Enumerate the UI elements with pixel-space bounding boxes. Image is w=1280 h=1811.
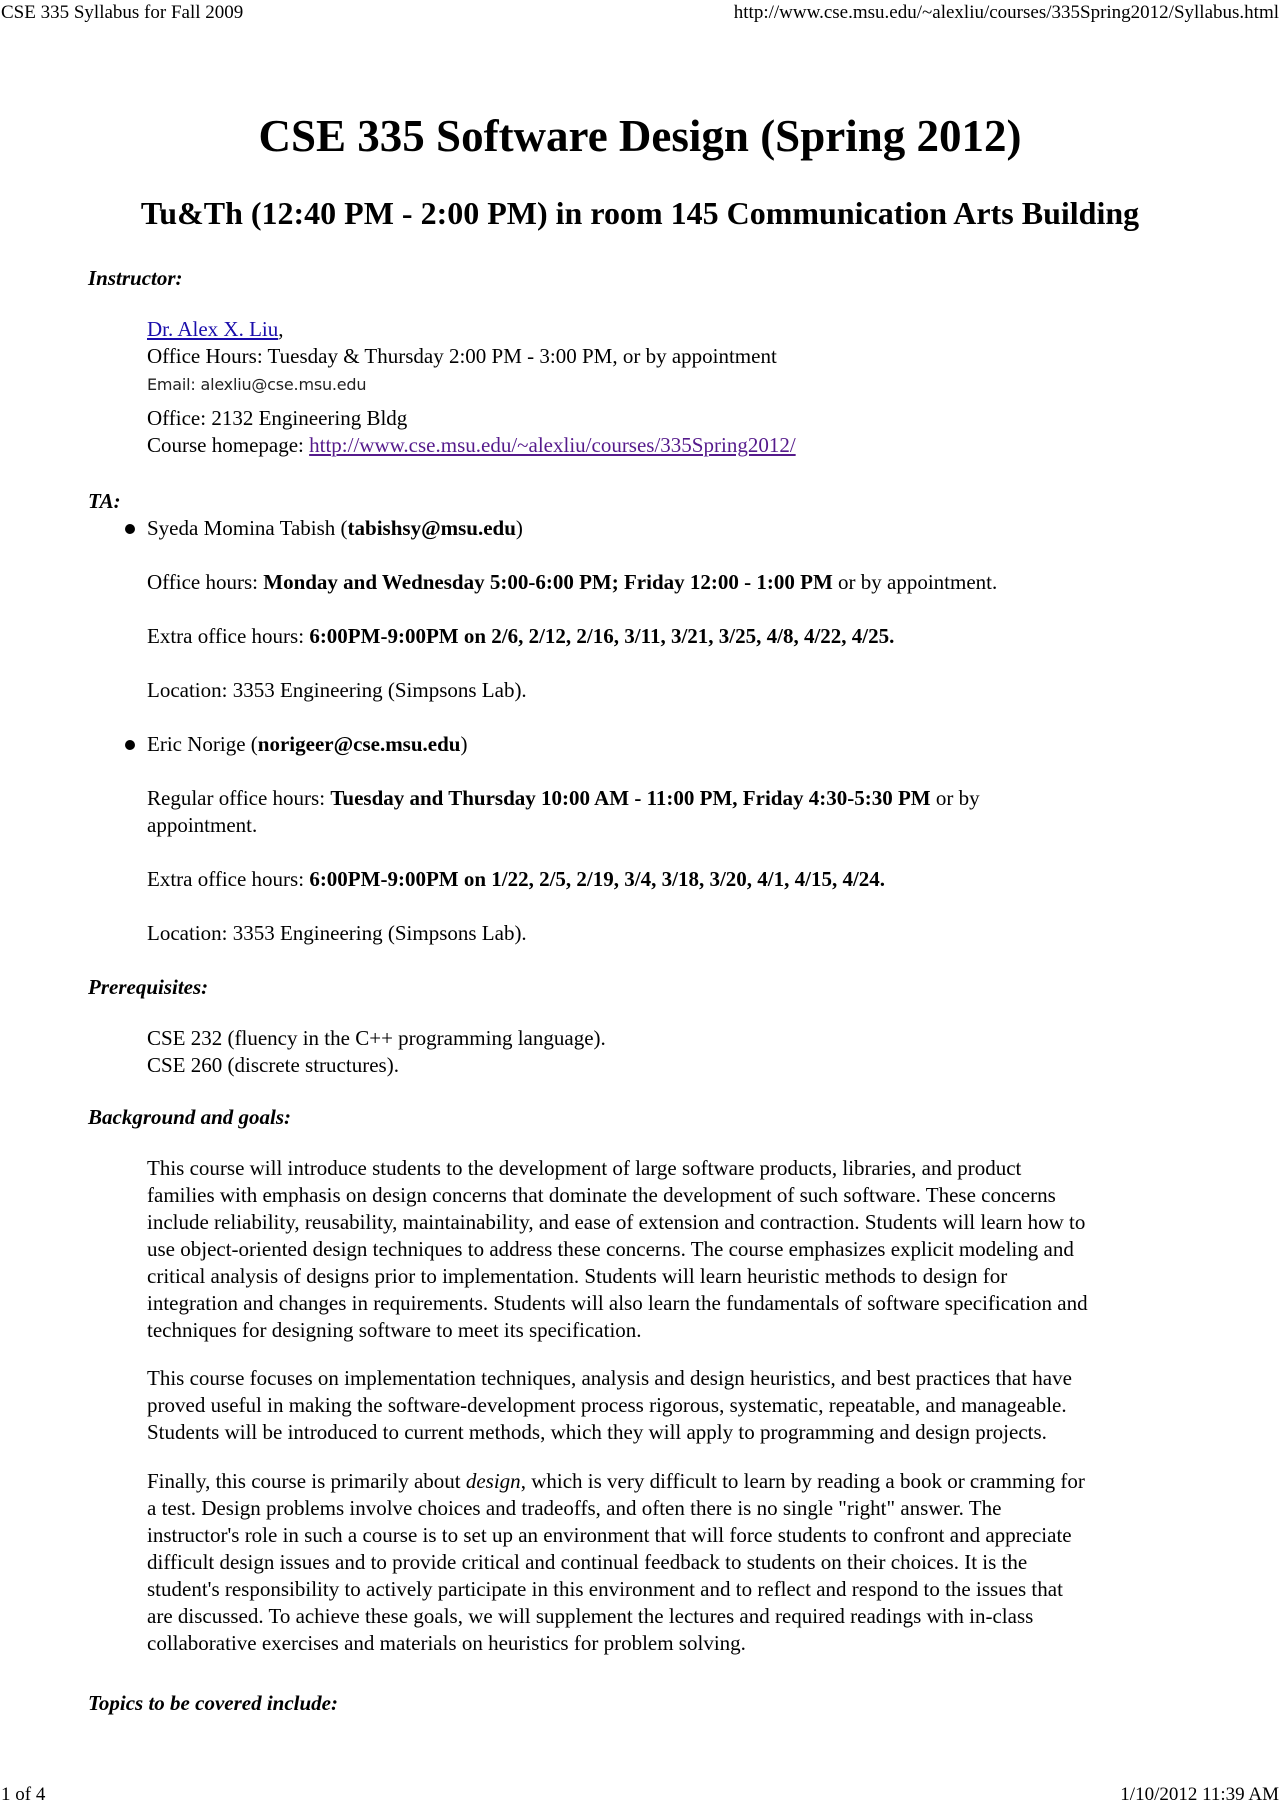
instructor-heading: Instructor: xyxy=(88,266,183,290)
ta-2-hours-tail: or by xyxy=(930,786,980,810)
ta-1-office-hours xyxy=(147,569,1192,596)
paragraph-line: integration and changes in requirements. Students will also learn the fundamentals of software specification and xyxy=(147,1291,1088,1315)
background-heading: Background and goals: xyxy=(88,1105,292,1129)
prerequisites-list xyxy=(147,1025,1192,1079)
prerequisites-heading: Prerequisites: xyxy=(88,975,209,999)
course-schedule: Tu&Th (12:40 PM - 2:00 PM) in room 145 Communication Arts Building xyxy=(140,195,1140,231)
instructor-office-block xyxy=(147,405,1192,459)
ta-heading: TA: xyxy=(88,489,121,513)
background-paragraph-2 xyxy=(147,1365,1192,1446)
print-header-title: CSE 335 Syllabus for Fall 2009 xyxy=(1,2,244,23)
instructor-email-image xyxy=(147,370,1192,400)
ta-1-email: tabishsy@msu.edu xyxy=(347,516,516,540)
ta-2-office-hours xyxy=(147,785,1192,839)
course-homepage-label: Course homepage: xyxy=(147,433,310,457)
background-paragraph-1 xyxy=(147,1155,1192,1344)
instructor-name-suffix: , xyxy=(278,317,284,341)
ta-2-close-paren: ) xyxy=(460,732,468,756)
page-title: CSE 335 Software Design (Spring 2012) xyxy=(258,111,1022,161)
paragraph-text: , which is very difficult to learn by reading a book or cramming for xyxy=(520,1469,1085,1493)
background-paragraph-3 xyxy=(147,1468,1192,1657)
paragraph-line: This course will introduce students to the development of large software products, libraries, and product xyxy=(147,1156,1022,1180)
ta-2-extra-label: Extra office hours: xyxy=(147,867,310,891)
ta-2-email: norigeer@cse.msu.edu xyxy=(257,732,461,756)
ta-1-extra-hours xyxy=(147,623,1192,650)
paragraph-line: Students will be introduced to current methods, which they will apply to programming and design projects. xyxy=(147,1420,1047,1444)
instructor-name-link[interactable]: Dr. Alex X. Liu xyxy=(147,317,279,341)
ta-1-hours-value: Monday and Wednesday 5:00-6:00 PM; Friday 12:00 - 1:00 PM xyxy=(263,570,833,594)
paragraph-line: techniques for designing software to meet its specification. xyxy=(147,1318,642,1342)
paragraph-line: instructor's role in such a course is to set up an environment that will force students to confront and appreciate xyxy=(147,1523,1072,1547)
paragraph-line: difficult design issues and to provide critical and continual feedback to students on their choices. It is the xyxy=(147,1550,1028,1574)
course-homepage-link[interactable]: http://www.cse.msu.edu/~alexliu/courses/335Spring2012/ xyxy=(309,433,796,457)
paragraph-text: Finally, this course is primarily about xyxy=(147,1469,466,1493)
ta-1-extra-label: Extra office hours: xyxy=(147,624,310,648)
ta-2-extra-hours xyxy=(147,866,1192,893)
ta-2-name: Eric Norige ( xyxy=(147,732,258,756)
ta-1-close-paren: ) xyxy=(515,516,523,540)
bullet-icon xyxy=(125,740,135,750)
bullet-icon xyxy=(125,524,135,534)
ta-1-name-line xyxy=(147,515,1192,542)
ta-1-name: Syeda Momina Tabish ( xyxy=(147,516,348,540)
ta-2-name-line xyxy=(147,731,1192,758)
instructor-office: Office: 2132 Engineering Bldg xyxy=(147,406,408,430)
paragraph-line: a test. Design problems involve choices and tradeoffs, and often there is no single "right" answer. The xyxy=(147,1496,1002,1520)
paragraph-line: collaborative exercises and materials on heuristics for problem solving. xyxy=(147,1631,746,1655)
instructor-name-line xyxy=(147,316,1192,343)
ta-1-hours-label: Office hours: xyxy=(147,570,264,594)
print-header-url: http://www.cse.msu.edu/~alexliu/courses/335Spring2012/Syllabus.html xyxy=(733,2,1279,23)
paragraph-line: include reliability, reusability, maintainability, and ease of extension and contraction. Students will learn how to xyxy=(147,1210,1086,1234)
ta-1-location: Location: 3353 Engineering (Simpsons Lab). xyxy=(147,678,527,702)
ta-2-extra-value: 6:00PM-9:00PM on 1/22, 2/5, 2/19, 3/4, 3/18, 3/20, 4/1, 4/15, 4/24. xyxy=(309,867,886,891)
ta-2-hours-line2: appointment. xyxy=(147,813,258,837)
paragraph-line: proved useful in making the software-development process rigorous, systematic, repeatable, and manageable. xyxy=(147,1393,1067,1417)
prerequisite-item: CSE 260 (discrete structures). xyxy=(147,1053,399,1077)
ta-2-hours-label: Regular office hours: xyxy=(147,786,331,810)
ta-1-extra-value: 6:00PM-9:00PM on 2/6, 2/12, 2/16, 3/11, 3/21, 3/25, 4/8, 4/22, 4/25. xyxy=(309,624,895,648)
paragraph-line: student's responsibility to actively participate in this environment and to reflect and respond to the issues that xyxy=(147,1577,1063,1601)
instructor-office-hours: Office Hours: Tuesday & Thursday 2:00 PM - 3:00 PM, or by appointment xyxy=(147,344,777,368)
instructor-block xyxy=(147,316,1192,400)
paragraph-line: critical analysis of designs prior to implementation. Students will learn heuristic methods to design for xyxy=(147,1264,1008,1288)
instructor-email: Email: alexliu@cse.msu.edu xyxy=(147,375,367,394)
print-footer-page: 1 of 4 xyxy=(1,1784,46,1805)
course-homepage-line xyxy=(147,432,1192,459)
paragraph-line: This course focuses on implementation techniques, analysis and design heuristics, and best practices that have xyxy=(147,1366,1072,1390)
emphasis-design: design xyxy=(465,1469,521,1493)
paragraph-line: families with emphasis on design concerns that dominate the development of such software. These concerns xyxy=(147,1183,1056,1207)
paragraph-line: are discussed. To achieve these goals, we will supplement the lectures and required readings with in-class xyxy=(147,1604,1034,1628)
print-footer-timestamp: 1/10/2012 11:39 AM xyxy=(1120,1784,1279,1805)
prerequisite-item: CSE 232 (fluency in the C++ programming language). xyxy=(147,1026,606,1050)
ta-1-hours-tail: or by appointment. xyxy=(832,570,998,594)
topics-heading: Topics to be covered include: xyxy=(88,1691,339,1715)
ta-2-location: Location: 3353 Engineering (Simpsons Lab). xyxy=(147,921,527,945)
paragraph-line: use object-oriented design techniques to address these concerns. The course emphasizes explicit modeling and xyxy=(147,1237,1074,1261)
ta-2-hours-value: Tuesday and Thursday 10:00 AM - 11:00 PM, Friday 4:30-5:30 PM xyxy=(330,786,931,810)
